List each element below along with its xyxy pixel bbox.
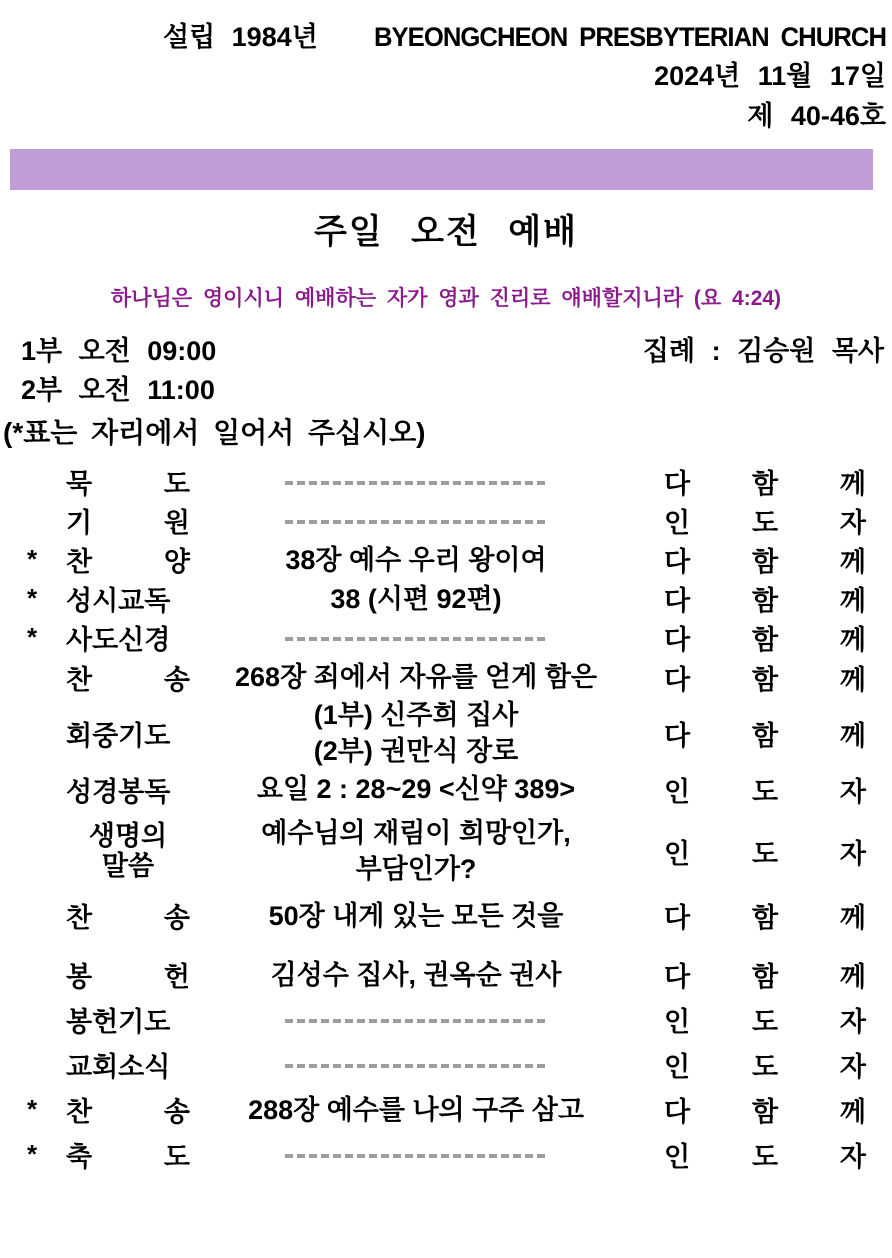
worship-row	[0, 1042, 892, 1087]
worship-row	[0, 618, 892, 657]
worship-item-content-line: (2부) 권만식 장로	[313, 736, 519, 766]
worship-item-by: 다 함 께	[664, 547, 866, 577]
worship-item-label: 봉 헌	[66, 962, 190, 992]
worship-item-content: 김성수 집사, 권옥순 권사	[270, 959, 562, 990]
worship-row	[0, 697, 892, 769]
accent-bar	[10, 149, 873, 190]
dash-line	[285, 520, 547, 524]
officiant: 집례 : 김승원 목사	[642, 336, 884, 366]
worship-item-content	[190, 1047, 642, 1083]
service-time-2: 2부 오전 11:00	[21, 375, 215, 405]
worship-item-content: 38 (시편 92편)	[330, 583, 502, 614]
page-title: 주일 오전 예배	[314, 213, 578, 251]
worship-row	[0, 579, 892, 618]
worship-row	[0, 462, 892, 501]
standing-asterisk: *	[27, 583, 38, 613]
bulletin-header	[0, 0, 892, 136]
worship-item-content-line: 부담인가?	[355, 854, 477, 884]
scripture-verse: 하나님은 영이시니 예배하는 자가 영과 진리로 얘배할지니라 (요 4:24)	[110, 287, 782, 310]
worship-item-by: 다 함 께	[664, 720, 866, 751]
bulletin-date: 2024년 11월 17일	[654, 61, 886, 91]
worship-item-content: 268장 죄에서 자유를 얻게 함은	[235, 662, 597, 692]
worship-item-label: 기 원	[66, 508, 190, 538]
worship-item-by: 인 도 자	[664, 838, 866, 869]
worship-item-content-line: (1부) 신주희 집사	[313, 700, 519, 730]
worship-item-by: 인 도 자	[664, 1142, 866, 1172]
worship-row	[0, 1087, 892, 1132]
worship-row	[0, 893, 892, 938]
worship-item-content: 38장 예수 우리 왕이여	[285, 544, 547, 575]
worship-item-by: 다 함 께	[664, 903, 866, 933]
worship-row	[0, 997, 892, 1042]
standing-note: (*표는 자리에서 일어서 주십시오)	[3, 417, 426, 448]
service-time-1: 1부 오전 09:00	[21, 336, 217, 366]
worship-item-label	[66, 821, 190, 881]
worship-row	[0, 952, 892, 997]
worship-item-content	[190, 1002, 642, 1038]
dash-line	[285, 1019, 547, 1023]
worship-item-label: 교회소식	[66, 1052, 171, 1082]
worship-item-label: 성경봉독	[66, 776, 171, 807]
worship-row	[0, 540, 892, 579]
standing-asterisk: *	[27, 1094, 38, 1124]
worship-item-label: 찬 송	[66, 903, 190, 933]
worship-item-by: 다 함 께	[664, 469, 866, 499]
worship-item-label: 성시교독	[66, 586, 171, 616]
worship-item-content: 50장 내게 있는 모든 것을	[268, 900, 564, 931]
standing-asterisk: *	[27, 1139, 38, 1169]
worship-item-content	[190, 620, 642, 656]
worship-item-by: 인 도 자	[664, 508, 866, 538]
dash-line	[285, 481, 547, 485]
worship-row	[0, 501, 892, 540]
dash-line	[285, 1154, 547, 1158]
worship-item-label: 사도신경	[66, 625, 171, 655]
standing-asterisk: *	[27, 544, 38, 574]
worship-row	[0, 657, 892, 697]
worship-row	[0, 1132, 892, 1177]
worship-item-label: 찬 양	[66, 547, 190, 577]
dash-line	[285, 1064, 547, 1068]
worship-table	[0, 462, 892, 1177]
worship-item-content	[190, 815, 642, 887]
worship-item-content	[190, 1137, 642, 1173]
standing-asterisk: *	[27, 622, 38, 652]
worship-item-label: 찬 송	[66, 664, 190, 695]
worship-item-content: 요일 2 : 28~29 <신약 389>	[256, 774, 576, 804]
worship-item-content-line: 예수님의 재림이 희망인가,	[261, 818, 571, 848]
worship-row	[0, 769, 892, 809]
issue-number: 제 40-46호	[747, 101, 886, 131]
worship-item-content	[190, 464, 642, 500]
worship-item-label: 찬 송	[66, 1097, 190, 1127]
worship-item-content	[190, 697, 642, 769]
worship-item-label: 봉헌기도	[66, 1007, 171, 1037]
established-year: 설립 1984년	[163, 22, 318, 52]
worship-item-by: 인 도 자	[664, 1052, 866, 1082]
header-top-line	[0, 18, 892, 56]
worship-item-by: 다 함 께	[664, 586, 866, 616]
worship-row	[0, 809, 892, 893]
worship-item-label: 회중기도	[66, 720, 171, 751]
worship-item-by: 다 함 께	[664, 664, 866, 695]
worship-item-content	[190, 503, 642, 539]
worship-item-label: 묵 도	[66, 469, 190, 499]
worship-item-by: 다 함 께	[664, 1097, 866, 1127]
worship-item-content: 288장 예수를 나의 구주 삼고	[248, 1094, 584, 1125]
worship-item-label: 축 도	[66, 1142, 190, 1172]
dash-line	[285, 637, 547, 641]
worship-item-by: 인 도 자	[664, 776, 866, 807]
worship-item-by: 다 함 께	[664, 625, 866, 655]
worship-item-by: 다 함 께	[664, 962, 866, 992]
worship-item-label-line: 말씀	[101, 851, 155, 881]
worship-item-label-line: 생명의	[88, 821, 168, 851]
worship-item-by: 인 도 자	[664, 1007, 866, 1037]
church-name: BYEONGCHEON PRESBYTERIAN CHURCH	[373, 22, 886, 52]
service-times-row	[0, 332, 892, 370]
